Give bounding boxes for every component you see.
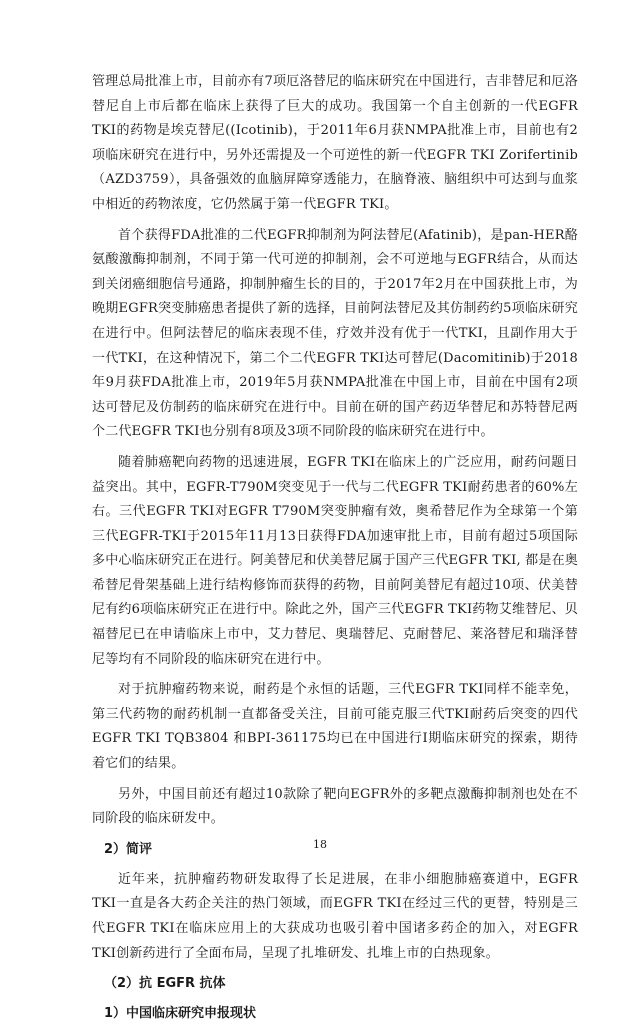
paragraph-first-gen-tki: 管理总局批准上市，目前亦有7项厄洛替尼的临床研究在中国进行，吉非替尼和厄洛替尼自上市后都在临床上获得了巨大的成功。我国第一个自主创新的一代EGFR TKI的药物是埃克替尼((Icotinib)，于2011年6月获NMPA批准上市，目前也有2项临床研究在进行中，另外还需提及一个可逆性的新一代EGFR TKI Zorifertinib （AZD3759），具备强效的血脑屏障穿透能力，在脑脊液、脑组织中可达到与血浆中相近的药物浓度，它仍然属于第一代EGFR TKI。 <box>92 74 578 212</box>
page-number: 18 <box>313 838 327 851</box>
page-content <box>92 70 578 1032</box>
paragraph-review: 近年来，抗肿瘤药物研发取得了长足进展，在非小细胞肺癌赛道中，EGFR TKI一直是各大药企关注的热门领域，而EGFR TKI在经过三代的更替，特别是三代EGFR TKI在临床应用上的大获成功也吸引着中国诸多药企的加入，对EGFR TKI创新药进行了全面布局，呈现了扎堆研发、扎堆上市的白热现象。 <box>92 871 578 961</box>
paragraph-second-gen-tki: 首个获得FDA批准的二代EGFR抑制剂为阿法替尼(Afatinib)，是pan-HER酪氨酸激酶抑制剂，不同于第一代可逆的抑制剂，会不可逆地与EGFR结合，从而达到关闭癌细胞信号通路，抑制肿瘤生长的目的，于2017年2月在中国获批上市，为晚期EGFR突变肺癌患者提供了新的选择，目前阿法替尼及其仿制药约5项临床研究在进行中。但阿法替尼的临床表现不佳，疗效并没有优于一代TKI，且副作用大于一代TKI，在这种情况下，第二个二代EGFR TKI达可替尼(Dacomitinib)于2018年9月获FDA批准上市，2019年5月获NMPA批准在中国上市，目前在中国有2项达可替尼及仿制药的临床研究在进行中。目前在研的国产药迈华替尼和苏特替尼两个二代EGFR TKI也分别有8项及3项不同阶段的临床研究在进行中。 <box>92 227 578 440</box>
heading-clinical-status: 1）中国临床研究申报现状 <box>104 1006 257 1022</box>
paragraph-multi-target: 另外，中国目前还有超过10款除了靶向EGFR外的多靶点激酶抑制剂也处在不同阶段的临床研发中。 <box>92 786 578 827</box>
heading-anti-egfr-antibody: （2）抗 EGFR 抗体 <box>104 976 226 992</box>
paragraph-third-gen-tki: 随着肺癌靶向药物的迅速进展，EGFR TKI在临床上的广泛应用，耐药问题日益突出。其中，EGFR-T790M突变见于一代与二代EGFR TKI耐药患者的60%左右。三代EGFR TKI对EGFR T790M突变肿瘤有效，奥希替尼作为全球第一个第三代EGFR-TKI于2015年11月13日获得FDA加速审批上市，目前有超过5项国际多中心临床研究正在进行。阿美替尼和伏美替尼属于国产三代EGFR TKI, 都是在奥希替尼骨架基础上进行结构修饰而获得的药物，目前阿美替尼有超过10项、伏美替尼有约6项临床研究正在进行中。除此之外，国产三代EGFR TKI药物艾维替尼、贝福替尼已在申请临床上市中，艾力替尼、奥瑞替尼、克耐替尼、莱洛替尼和瑞泽替尼等均有不同阶段的临床研究在进行中。 <box>92 454 578 667</box>
paragraph-resistance: 对于抗肿瘤药物来说，耐药是个永恒的话题，三代EGFR TKI同样不能幸免，第三代药物的耐药机制一直都备受关注，目前可能克服三代TKI耐药后突变的四代EGFR TKI TQB3804 和BPI-361175均已在中国进行Ⅰ期临床研究的探索，期待着它们的结果。 <box>92 682 578 772</box>
heading-review: 2）简评 <box>104 841 153 857</box>
